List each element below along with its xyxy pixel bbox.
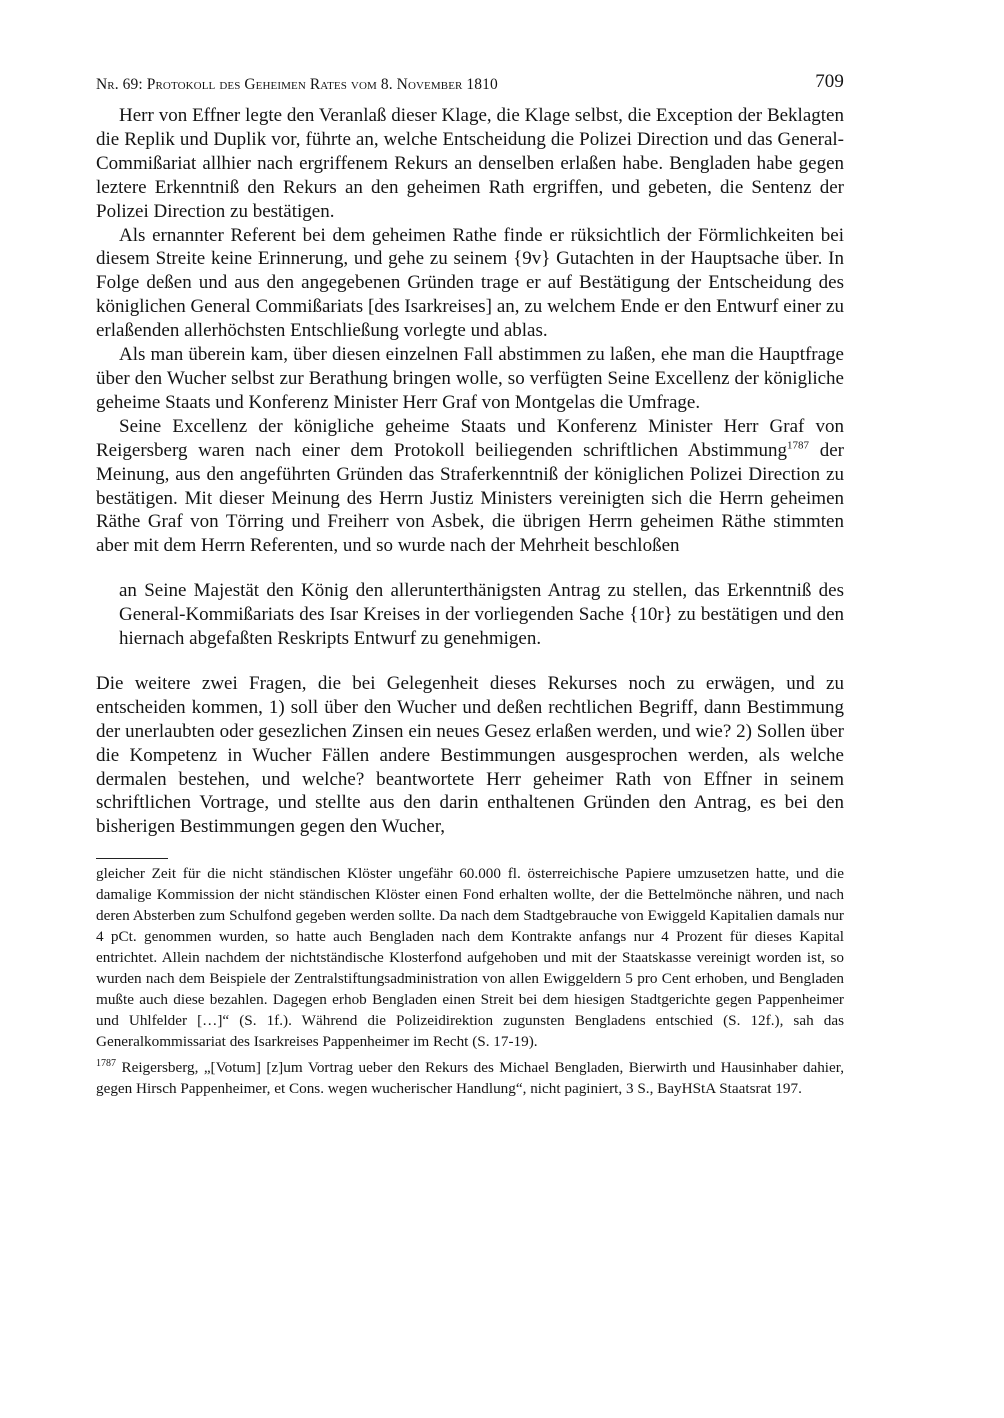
footnote-reference[interactable]: 1787 [787, 439, 810, 452]
main-text-continued [96, 672, 844, 839]
footnotes [96, 864, 844, 1100]
paragraph: Die weitere zwei Fragen, die bei Gelegenheit dieses Rekurses noch zu erwägen, und zu entscheiden kommen, 1) soll über den Wucher und deßen rechtlichen Begriff, dann Bestimmung der unerlaubten oder gesezlichen Zinsen ein neues Gesez erlaßen werden, und wie? 2) Sollen über die Kompetenz in Wucher Fällen andere Bestimmungen ausgesprochen werden, als welche dermalen bestehen, und welche? beantwortete Herr geheimer Rath von Effner in seinem schriftlichen Vortrage, und stellte aus den darin enthaltenen Gründen den Antrag, es bei den bisherigen Bestimmungen gegen den Wucher, [96, 672, 844, 838]
paragraph: Als ernannter Referent bei dem geheimen Rathe finde er rüksichtlich der Förmlichkeiten bei diesem Streite keine Erinnerung, und gehe zu seinem {9v} Gutachten in der Hauptsache über. In Folge deßen und aus den angegebenen Gründen trage er auf Bestätigung der Entscheidung des königlichen General Commißariats [des Isarkreises] an, zu welchem Ende er den Entwurf einer zu erlaßenden allerhöchsten Entschließung vorlegte und ablas. [96, 224, 844, 342]
paragraph: Herr von Effner legte den Veranlaß dieser Klage, die Klage selbst, die Exception der Beklagten die Replik und Duplik vor, führte an, welche Entscheidung die Polizei Direction und das General-Commißariat allhier nach ergriffenem Rekurs an denselben erlaßen habe. Bengladen habe gegen leztere Erkenntniß den Rekurs an den geheimen Rath ergriffen, und gebeten, die Sentenz der Polizei Direction zu bestätigen. [96, 105, 844, 222]
paragraph: Als man überein kam, über diesen einzelnen Fall abstimmen zu laßen, ehe man die Hauptfrage über den Wucher selbst zur Berathung bringen wolle, so verfügten Seine Excellenz der königliche geheime Staats und Konferenz Minister Herr Graf von Montgelas die Umfrage. [96, 344, 844, 413]
footnote-separator [96, 858, 168, 859]
running-header-title: Nr. 69: Protokoll des Geheimen Rates vom 8. November 1810 [96, 76, 498, 93]
paragraph-text: Seine Excellenz der königliche geheime Staats und Konferenz Minister Herr Graf von Reigersberg waren nach einer dem Protokoll beiliegenden schriftlichen Abstimmung [96, 415, 844, 461]
page-number: 709 [815, 71, 844, 92]
main-text [96, 104, 844, 558]
paragraph-text: der Meinung, aus den angeführten Gründen das Straferkenntniß der königlichen Polizei Direction zu bestätigen. Mit dieser Meinung des Herrn Justiz Ministers vereinigten sich die Herrn geheimen Räthe Graf von Törring und Freiherr von Asbek, die übrigen Herrn geheimen Räthe stimmten aber mit dem Herrn Referenten, und so wurde nach der Mehrheit beschloßen [96, 439, 844, 557]
page [96, 70, 844, 1100]
running-header [96, 70, 844, 104]
footnote-continued: gleicher Zeit für die nicht ständischen Klöster ungefähr 60.000 fl. österreichische Papiere umzusetzen hatte, und die damalige Kommission der nicht ständischen Klöster einen Fond erhalten wollte, der die Bettelmönche nähren, und nach deren Absterben zum Schulfond gegeben werden sollte. Da nach dem Stadtgebrauche von Ewiggeld Kapitalien damals nur 4 pCt. genommen wurden, so hatte auch Bengladen nach dem Kontrakte anfangs nur 4 Prozent für dieses Kapital entrichtet. Allein nachdem der nichtständische Klosterfond aufgehoben und mit der Staatskasse vereinigt worden ist, so wurden nach dem Beispiele der Zentralstiftungsadministration von allen Ewiggeldern 5 pro Cent erhoben, und Bengladen mußte auch diese bezahlen. Dagegen erhob Bengladen einen Streit bei dem hiesigen Stadtgerichte gegen Pappenheimer und Uhlfelder […]“ (S. 1f.). Während die Polizeidirektion zugunsten Bengladens entschied (S. 12f.), sah das Generalkommissariat des Isarkreises Pappenheimer im Recht (S. 17-19). [96, 865, 844, 1050]
resolution-block: an Seine Majestät den König den allerunterthänigsten Antrag zu stellen, das Erkenntniß des General-Kommißariats des Isar Kreises in der vorliegenden Sache {10r} zu bestätigen und den hiernach abgefaßten Reskripts Entwurf zu genehmigen. [119, 580, 844, 650]
footnote [96, 1058, 844, 1100]
footnote-text: Reigersberg, „[Votum] [z]um Vortrag ueber den Rekurs des Michael Bengladen, Bierwirth und Hausinhaber dahier, gegen Hirsch Pappenheimer, et Cons. wegen wucherischer Handlung“, nicht paginiert, 3 S., BayHStA Staatsrat 197. [96, 1059, 844, 1098]
paragraph [96, 415, 844, 558]
footnote-number: 1787 [96, 1058, 116, 1070]
